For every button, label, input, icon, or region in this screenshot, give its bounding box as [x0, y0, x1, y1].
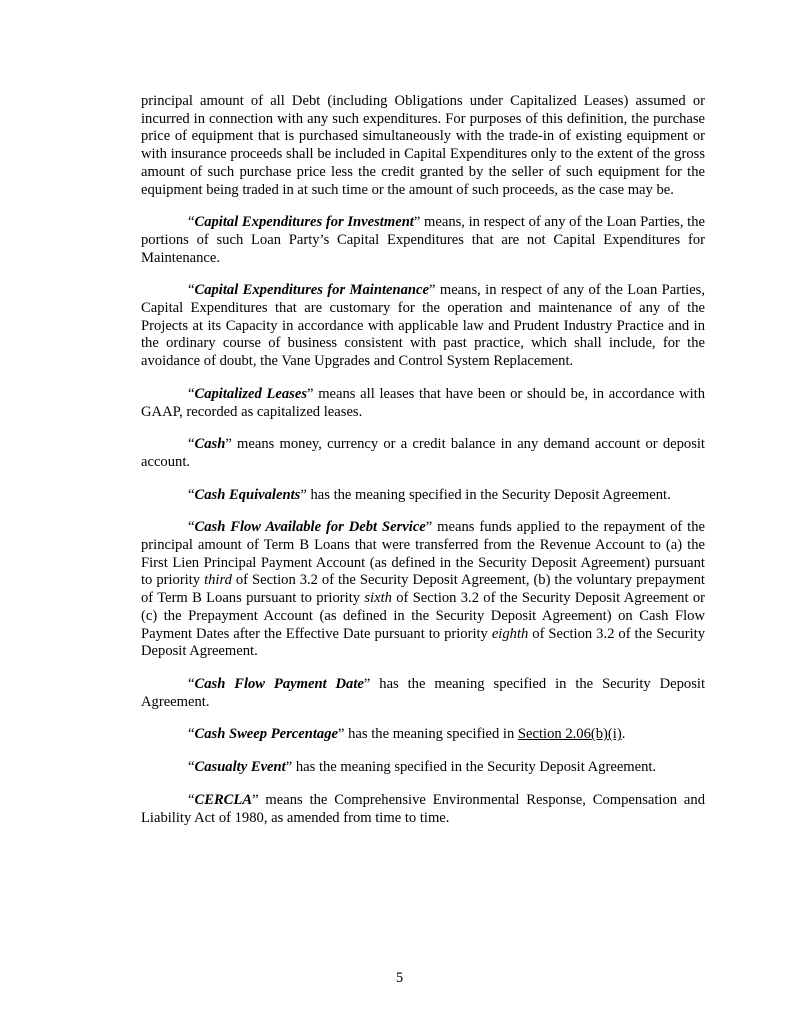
defined-term: Cash Equivalents: [194, 486, 301, 503]
definition-text: has the meaning specified in: [344, 726, 518, 743]
priority-emphasis: sixth: [364, 590, 392, 607]
defined-term: Capital Expenditures for Investment: [194, 214, 414, 231]
definition-cfads: “Cash Flow Available for Debt Service” means funds applied to the repayment of the principal amount of Term B Loans that were transferred from the Revenue Account to (a) the First Lien Principal Payment Account (as defined in the Security Deposit Agreement) pursuant to priority third of Section 3.2 of the Security Deposit Agreement, (b) the voluntary prepayment of Term B Loans pursuant to priority sixth of Section 3.2 of the Security Deposit Agreement or (c) the Prepayment Account (as defined in the Security Deposit Agreement) on Cash Flow Payment Dates after the Effective Date pursuant to priority eighth of Section 3.2 of the Security Deposit Agreement.: [141, 519, 705, 660]
definition-text: of Section 3.2 of the Security Deposit Agreement or (c) the Prepayment Account (as defined in the Security Deposit Agreement) on Cash Flow Payment Dates after the Effective Date pursuant to priority: [141, 590, 705, 642]
definition-text: means the Comprehensive Environmental Response, Compensation and Liability Act of 1980, as amended from time to time.: [141, 791, 705, 826]
section-reference: Section 2.06(b)(i): [517, 726, 622, 743]
definition-cash-flow-payment-date: “Cash Flow Payment Date” has the meaning specified in the Security Deposit Agreement.: [141, 675, 705, 710]
definition-text: of Section 3.2 of the Security Deposit Agreement, (b) the voluntary prepayment of Term B Loans pursuant to priority: [141, 572, 705, 607]
page-body: [141, 93, 705, 842]
definition-capitalized-leases: “Capitalized Leases” means all leases that have been or should be, in accordance with GAAP, recorded as capitalized leases.: [141, 385, 705, 420]
definition-text: .: [621, 726, 626, 743]
definition-text: means, in respect of any of the Loan Parties, the portions of such Loan Party’s Capital Expenditures that are not Capital Expenditures for Maintenance.: [141, 214, 705, 266]
definition-text: of Section 3.2 of the Security Deposit Agreement.: [141, 625, 705, 660]
definition-cash-equivalents: “Cash Equivalents” has the meaning specified in the Security Deposit Agreement.: [188, 486, 671, 503]
defined-term: Capitalized Leases: [194, 385, 308, 402]
definition-cercla: “CERCLA” means the Comprehensive Environmental Response, Compensation and Liability Act of 1980, as amended from time to time.: [141, 791, 705, 826]
defined-term: Cash Flow Available for Debt Service: [194, 519, 426, 536]
defined-term: Casualty Event: [194, 759, 286, 776]
priority-emphasis: eighth: [491, 625, 529, 642]
definition-text: means funds applied to the repayment of the principal amount of Term B Loans that were transferred from the Revenue Account to (a) the First Lien Principal Payment Account (as defined in the Security Deposit Agreement) pursuant to priority: [141, 519, 705, 589]
definition-capex-maintenance: “Capital Expenditures for Maintenance” means, in respect of any of the Loan Parties, Capital Expenditures that are customary for the operation and maintenance of any of the Projects at its Capacity in accordance with applicable law and Prudent Industry Practice and in the ordinary course of business consistent with past practice, which shall include, for the avoidance of doubt, the Vane Upgrades and Control System Replacement.: [141, 282, 706, 370]
defined-term: CERCLA: [194, 791, 253, 808]
priority-emphasis: third: [204, 572, 232, 589]
defined-term: Cash Flow Payment Date: [194, 675, 364, 692]
definition-text: has the meaning specified in the Security Deposit Agreement.: [306, 486, 671, 503]
definition-capex-investment: “Capital Expenditures for Investment” means, in respect of any of the Loan Parties, the portions of such Loan Party’s Capital Expenditures that are not Capital Expenditures for Maintenance.: [141, 214, 705, 266]
defined-term: Cash: [194, 436, 226, 453]
definition-cash-sweep-percentage: “Cash Sweep Percentage” has the meaning specified in Section 2.06(b)(i).: [188, 726, 626, 743]
defined-term: Capital Expenditures for Maintenance: [194, 282, 429, 299]
intro-paragraph: principal amount of all Debt (including Obligations under Capitalized Leases) assumed or incurred in connection with any such expenditures. For purposes of this definition, the purchase price of equipment that is purchased simultaneously with the trade-in of existing equipment or with insurance proceeds shall be included in Capital Expenditures only to the extent of the gross amount of such purchase price less the credit granted by the seller of such equipment for the equipment being traded in at such time or the amount of such proceeds, as the case may be.: [141, 93, 705, 198]
definition-text: means all leases that have been or should be, in accordance with GAAP, recorded as capitalized leases.: [141, 385, 705, 420]
definition-text: has the meaning specified in the Security Deposit Agreement.: [292, 759, 657, 776]
definition-casualty-event: “Casualty Event” has the meaning specified in the Security Deposit Agreement.: [188, 759, 657, 776]
definition-text: has the meaning specified in the Security Deposit Agreement.: [141, 675, 705, 710]
definition-text: means money, currency or a credit balance in any demand account or deposit account.: [141, 436, 705, 470]
definition-text: means, in respect of any of the Loan Parties, Capital Expenditures that are customary for the operation and maintenance of any of the Projects at its Capacity in accordance with applicable law and Prudent Industry Practice and in the ordinary course of business consistent with past practice, which shall include, for the avoidance of doubt, the Vane Upgrades and Control System Replacement.: [141, 282, 706, 370]
page-number: 5: [395, 970, 404, 986]
definition-cash: “Cash” means money, currency or a credit balance in any demand account or deposit account.: [141, 436, 705, 470]
defined-term: Cash Sweep Percentage: [194, 726, 338, 743]
